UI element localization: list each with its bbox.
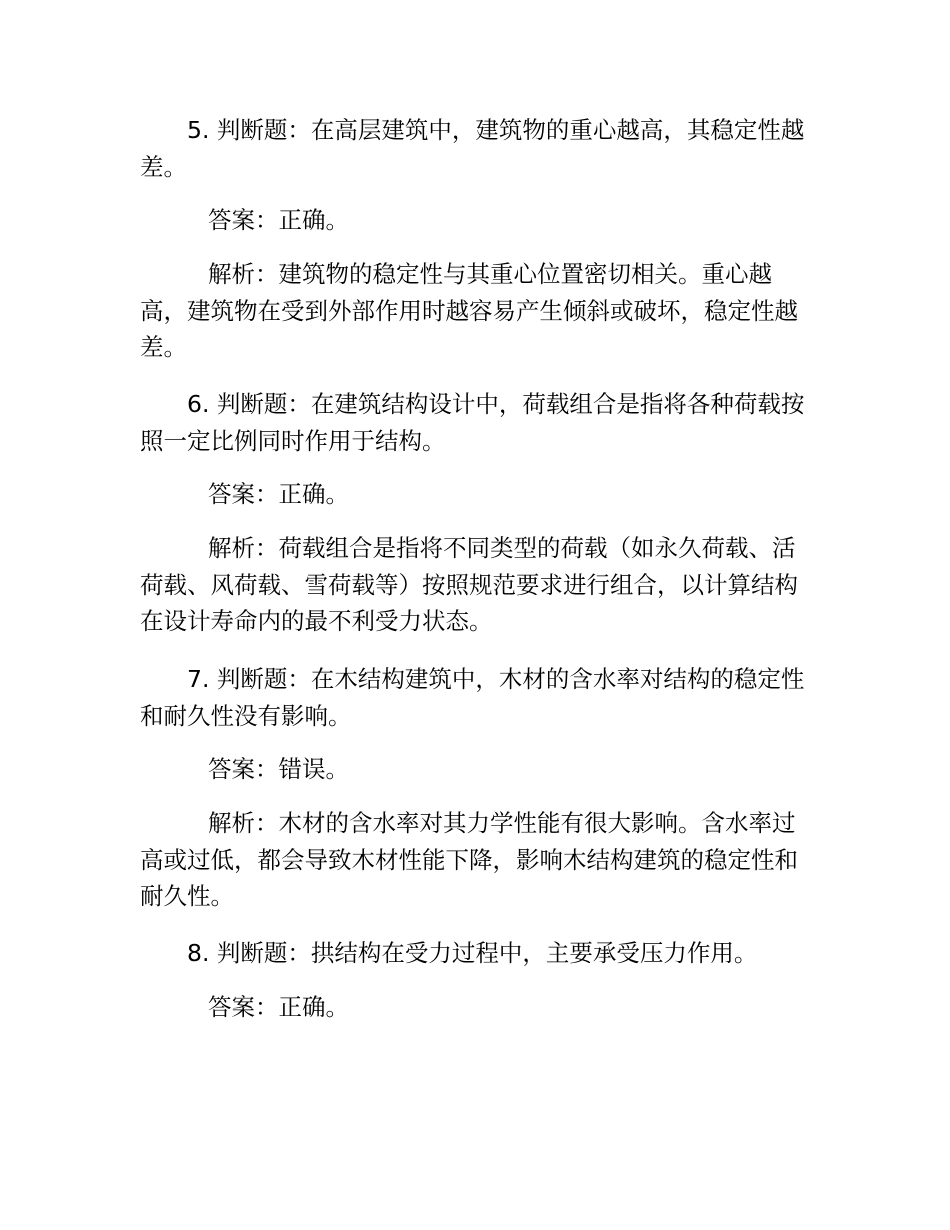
question-7-answer: 答案：错误。 (208, 755, 349, 783)
question-5-analysis: 解析：建筑物的稳定性与其重心位置密切相关。重心越高，建筑物在受到外部作用时越容易产生倾斜或破坏，稳定性越差。 (140, 260, 798, 361)
question-5-answer: 答案：正确。 (208, 206, 349, 234)
question-8-text: 8. 判断题：拱结构在受力过程中，主要承受压力作用。 (187, 939, 758, 967)
question-7-analysis: 解析：木材的含水率对其力学性能有很大影响。含水率过高或过低，都会导致木材性能下降，影响木结构建筑的稳定性和耐久性。 (140, 809, 798, 910)
question-7-text: 7. 判断题：在木结构建筑中，木材的含水率对结构的稳定性和耐久性没有影响。 (140, 665, 805, 730)
question-6-text: 6. 判断题：在建筑结构设计中，荷载组合是指将各种荷载按照一定比例同时作用于结构。 (140, 390, 805, 455)
question-6-answer: 答案：正确。 (208, 480, 349, 508)
question-5-text: 5. 判断题：在高层建筑中，建筑物的重心越高，其稳定性越差。 (140, 116, 805, 181)
question-6-analysis: 解析：荷载组合是指将不同类型的荷载（如永久荷载、活荷载、风荷载、雪荷载等）按照规范要求进行组合，以计算结构在设计寿命内的最不利受力状态。 (140, 534, 798, 635)
question-8-answer: 答案：正确。 (208, 993, 349, 1021)
